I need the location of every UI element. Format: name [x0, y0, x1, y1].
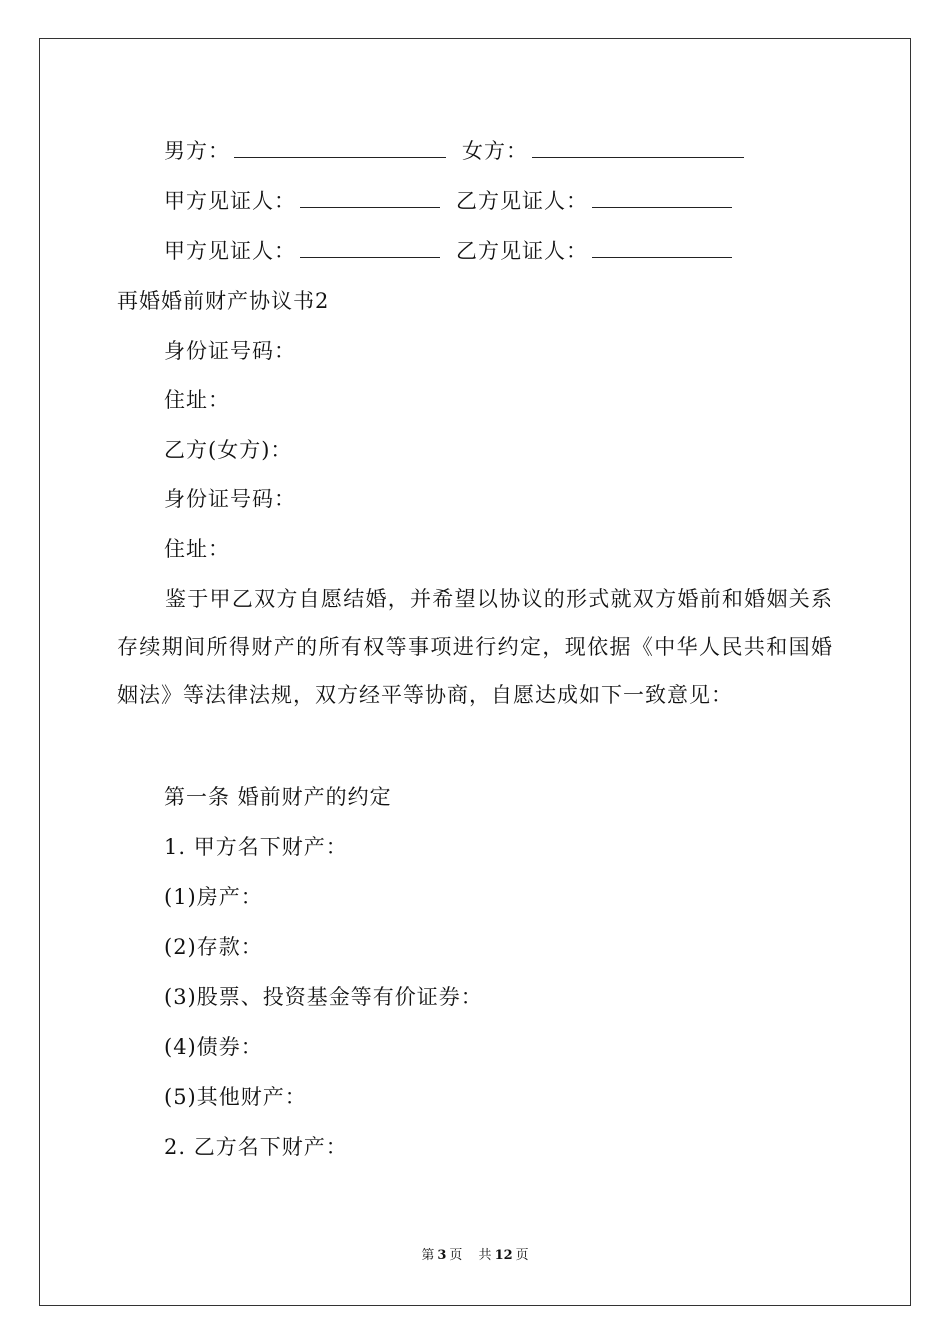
- page-prefix: 第: [421, 1248, 435, 1263]
- page-number: [418, 1248, 465, 1263]
- document-title: 再婚婚前财产协议书2: [117, 289, 330, 313]
- item1-party-a-assets: 1. 甲方名下财产：: [164, 835, 348, 859]
- signature-row-witnesses-1: [164, 186, 732, 216]
- witness-b-signature-blank[interactable]: [592, 189, 732, 208]
- field-id-number-a: 身份证号码：: [164, 339, 296, 363]
- total-count: 12: [494, 1248, 513, 1263]
- field-party-b: 乙方(女方)：: [164, 438, 293, 462]
- signature-row-witnesses-2: [164, 236, 732, 266]
- total-prefix: 共: [478, 1248, 492, 1263]
- witness-b-label: 乙方见证人：: [456, 189, 588, 213]
- page-current: 3: [437, 1248, 447, 1263]
- sub-item-deposits: (2)存款：: [164, 935, 263, 959]
- field-id-number-b: 身份证号码：: [164, 487, 296, 511]
- page-total: [476, 1248, 532, 1263]
- male-signature-blank[interactable]: [234, 139, 446, 158]
- witness-b-signature-blank[interactable]: [592, 239, 732, 258]
- intro-paragraph: 鉴于甲乙双方自愿结婚，并希望以协议的形式就双方婚前和婚姻关系存续期间所得财产的所有权等事项进行约定，现依据《中华人民共和国婚姻法》等法律法规，双方经平等协商，自愿达成如下一致意见：: [117, 587, 833, 707]
- page-unit: 页: [449, 1248, 463, 1263]
- witness-a-label: 甲方见证人：: [164, 239, 296, 263]
- signature-row-spouses: [164, 136, 744, 166]
- female-signature-blank[interactable]: [532, 139, 744, 158]
- sub-item-other-assets: (5)其他财产：: [164, 1085, 307, 1109]
- witness-a-signature-blank[interactable]: [300, 239, 440, 258]
- male-label: 男方：: [164, 139, 230, 163]
- field-address-a: 住址：: [164, 388, 230, 412]
- witness-b-label: 乙方见证人：: [456, 239, 588, 263]
- total-unit: 页: [515, 1248, 529, 1263]
- sub-item-real-estate: (1)房产：: [164, 885, 263, 909]
- article1-heading: 第一条 婚前财产的约定: [164, 785, 392, 809]
- page-footer: [0, 1247, 950, 1265]
- item2-party-b-assets: 2. 乙方名下财产：: [164, 1135, 348, 1159]
- sub-item-bonds: (4)债券：: [164, 1035, 263, 1059]
- field-address-b: 住址：: [164, 537, 230, 561]
- witness-a-label: 甲方见证人：: [164, 189, 296, 213]
- witness-a-signature-blank[interactable]: [300, 189, 440, 208]
- sub-item-securities: (3)股票、投资基金等有价证券：: [164, 985, 483, 1009]
- female-label: 女方：: [462, 139, 528, 163]
